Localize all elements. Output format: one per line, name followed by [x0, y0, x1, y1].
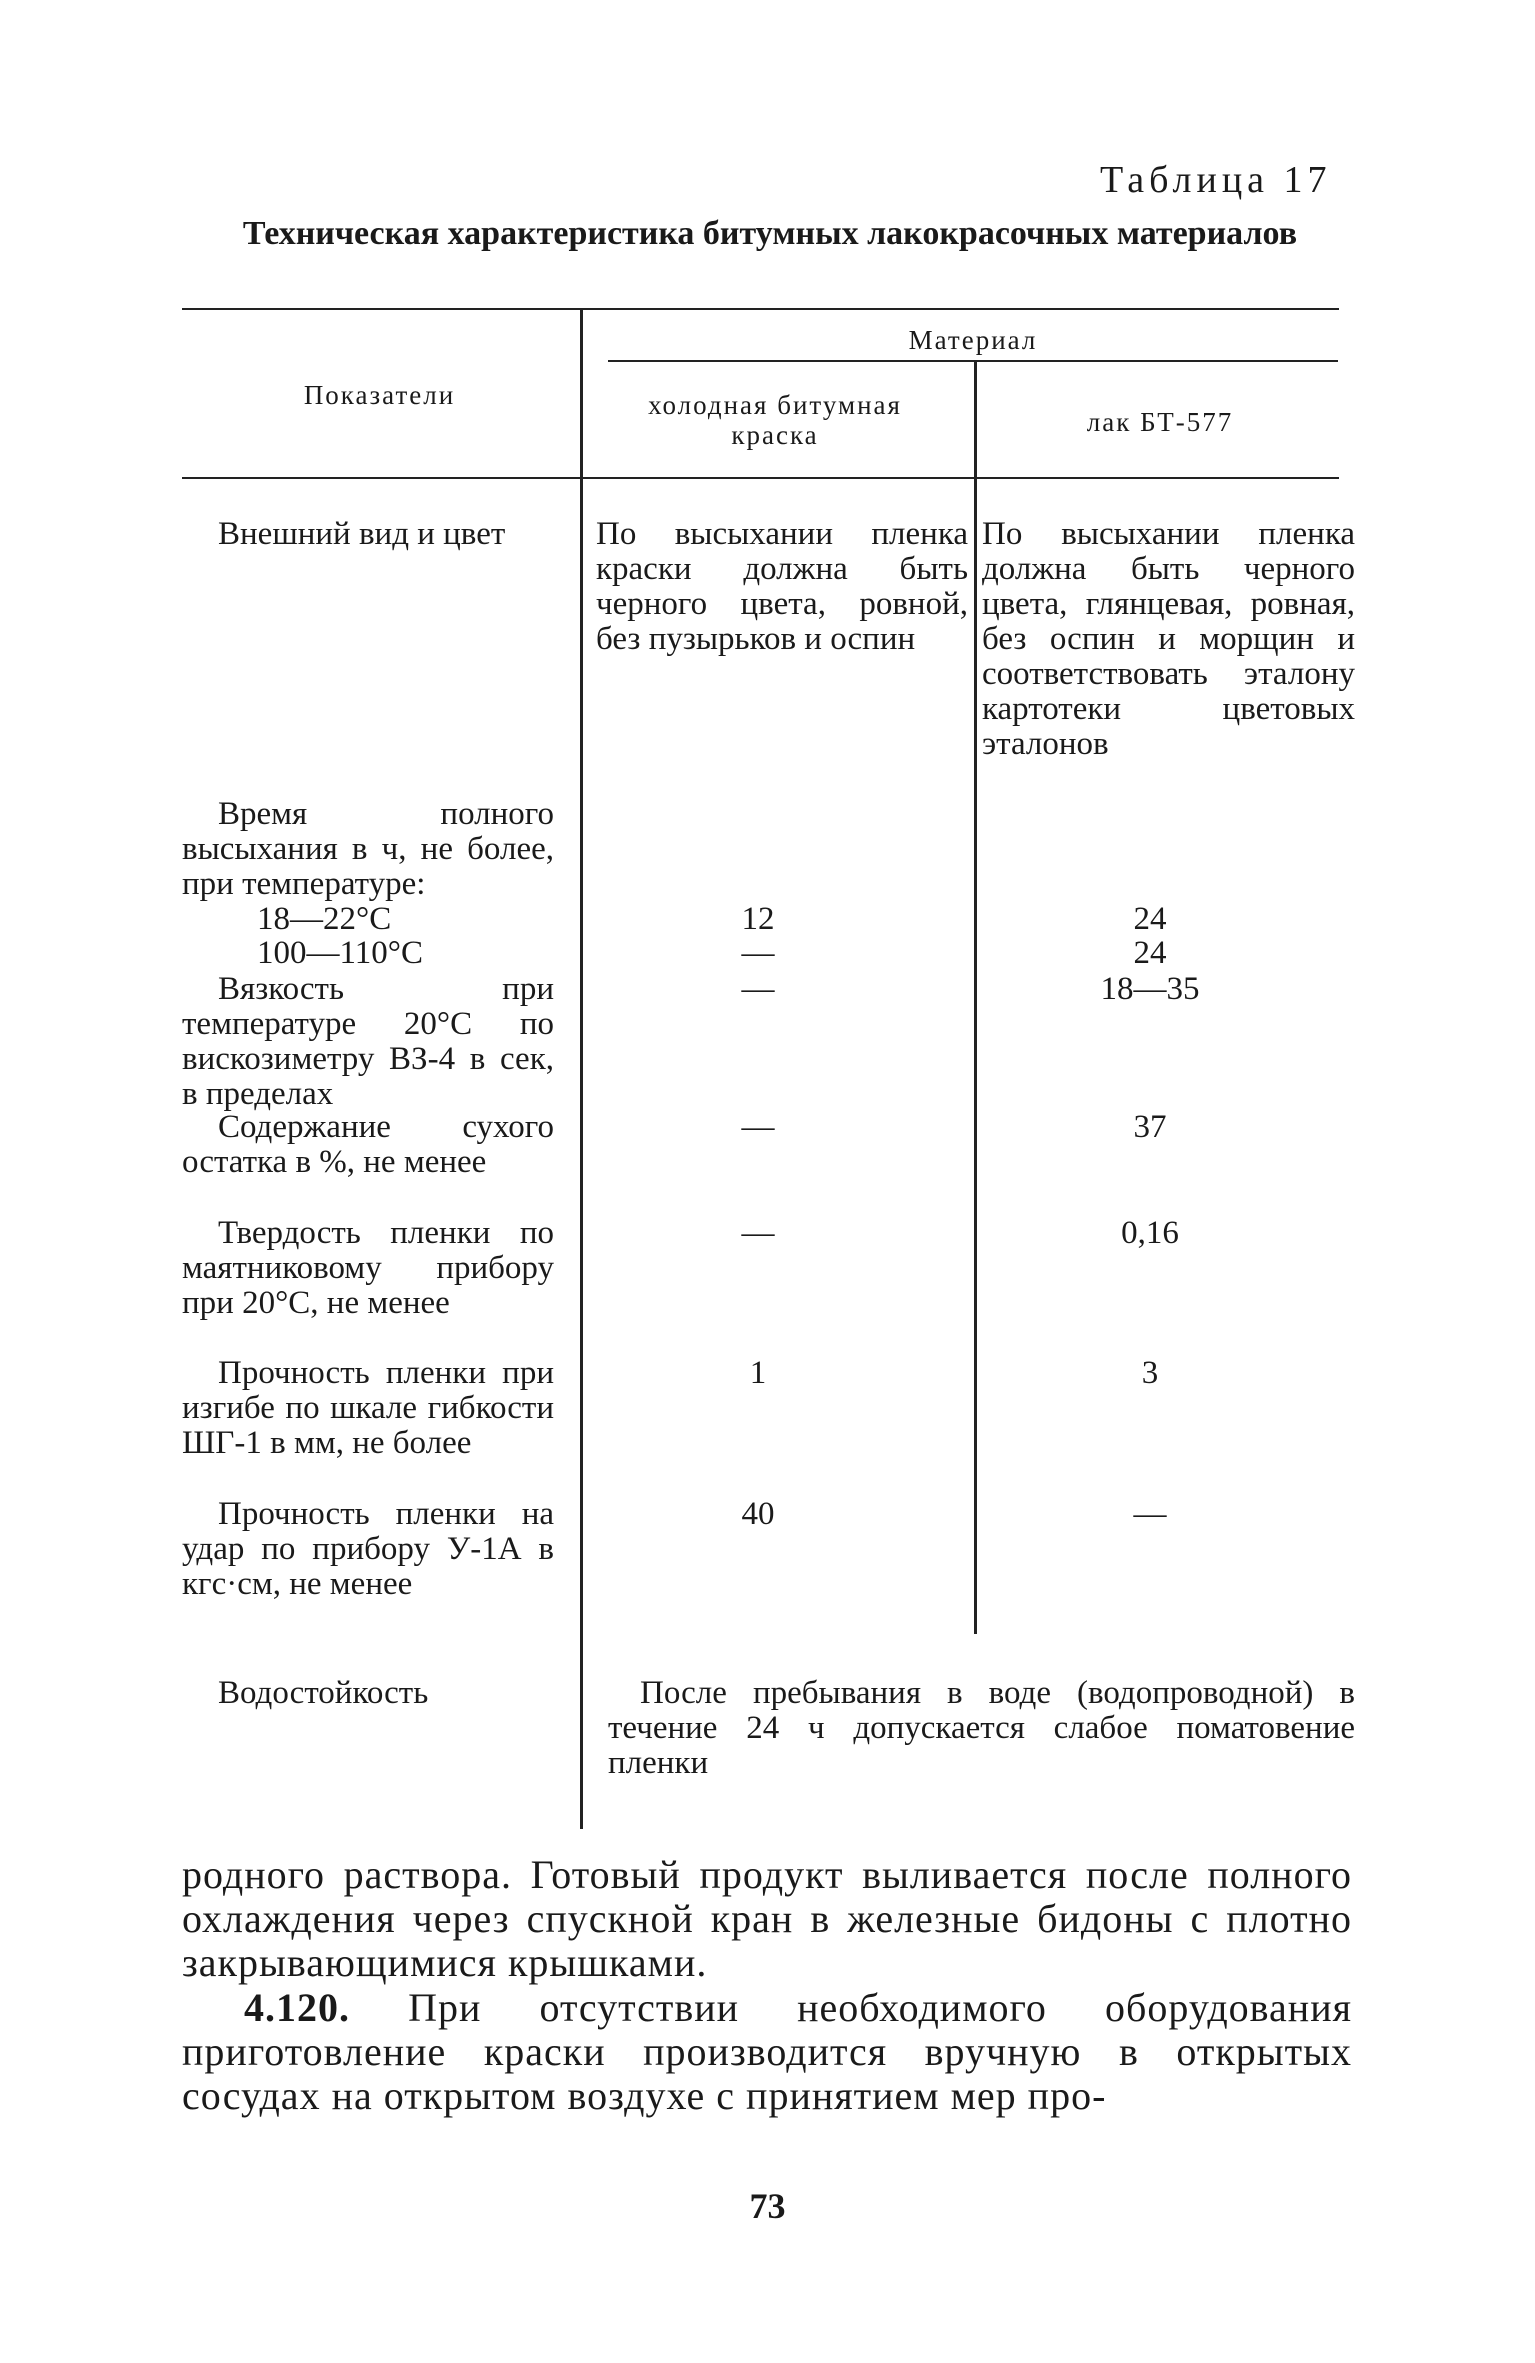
header-indicators: Показатели — [303, 380, 456, 410]
row-hardness-col2: 0,16 — [1121, 1215, 1179, 1251]
row-drying-label: Время полного высыхания в ч, не более, при температуре: — [182, 796, 554, 902]
row-viscosity-col2: 18—35 — [1100, 971, 1200, 1007]
header-bottom-rule — [182, 477, 1339, 479]
row-impact-col2: — — [1133, 1496, 1167, 1532]
header-col2: лак БТ-577 — [1086, 407, 1234, 437]
column-divider-1 — [580, 479, 583, 1829]
row-hardness-label: Твердость пленки по маятниковому прибору при 20°C, не менее — [182, 1215, 554, 1321]
row-water-value: После пребывания в воде (водопроводной) в течение 24 ч допускается слабое поматовение пленки — [608, 1675, 1355, 1781]
material-underline — [608, 360, 1338, 362]
row-bend-label: Прочность пленки при изгибе по шкале гибкости ШГ-1 в мм, не более — [182, 1355, 554, 1461]
body-paragraph-1: родного раствора. Готовый продукт выливается после полного охлаждения через спускной кран в железные бидоны с плотно закрывающимися крышками. — [182, 1852, 1352, 1985]
page-number: 73 — [749, 2186, 786, 2226]
table-top-rule — [182, 308, 1339, 310]
row-hardness-col1: — — [741, 1215, 775, 1251]
row-appearance-label: Внешний вид и цвет — [218, 516, 506, 552]
header-col1: холодная битумная краска — [648, 390, 902, 450]
row-dry-residue-col1: — — [741, 1109, 775, 1145]
paragraph-2-text: При отсутствии необходимого оборудования приготовление краски производится вручную в открытых сосудах на открытом воздухе с принятием мер про- — [182, 1985, 1352, 2118]
row-drying-sub2-col2: 24 — [1133, 935, 1167, 971]
row-drying-sub1-label: 18—22°C — [257, 901, 392, 937]
row-dry-residue-label: Содержание сухого остатка в %, не менее — [182, 1109, 554, 1180]
row-water-label: Водостойкость — [218, 1675, 429, 1711]
paragraph-number: 4.120. — [244, 1985, 350, 2030]
row-impact-label: Прочность пленки на удар по прибору У-1А в кгс·см, не менее — [182, 1496, 554, 1602]
header-material: Материал — [908, 325, 1038, 355]
row-drying-sub1-col2: 24 — [1133, 901, 1167, 937]
table-number: Таблица 17 — [1100, 159, 1332, 201]
column-divider-2 — [974, 479, 977, 1634]
row-viscosity-col1: — — [741, 971, 775, 1007]
row-bend-col1: 1 — [749, 1355, 767, 1391]
column-divider-2-header — [974, 362, 977, 477]
table-caption: Техническая характеристика битумных лакокрасочных материалов — [242, 215, 1298, 252]
row-drying-sub2-col1: — — [741, 935, 775, 971]
row-impact-col1: 40 — [741, 1496, 775, 1532]
column-divider-1-header — [580, 310, 583, 477]
row-dry-residue-col2: 37 — [1133, 1109, 1167, 1145]
row-appearance-col1: По высыхании пленка краски должна быть черного цвета, ровной, без пузырьков и оспин — [596, 516, 968, 657]
row-drying-sub1-col1: 12 — [741, 901, 775, 937]
body-paragraph-2 — [182, 1986, 1352, 2118]
row-appearance-col2: По высыхании пленка должна быть черного цвета, глянцевая, ровная, без оспин и морщин и соответствовать эталону картотеки цветовых эталонов — [982, 516, 1355, 762]
row-viscosity-label: Вязкость при температуре 20°C по вискозиметру ВЗ-4 в сек, в пределах — [182, 971, 554, 1112]
row-bend-col2: 3 — [1141, 1355, 1159, 1391]
row-drying-sub2-label: 100—110°C — [257, 935, 423, 971]
